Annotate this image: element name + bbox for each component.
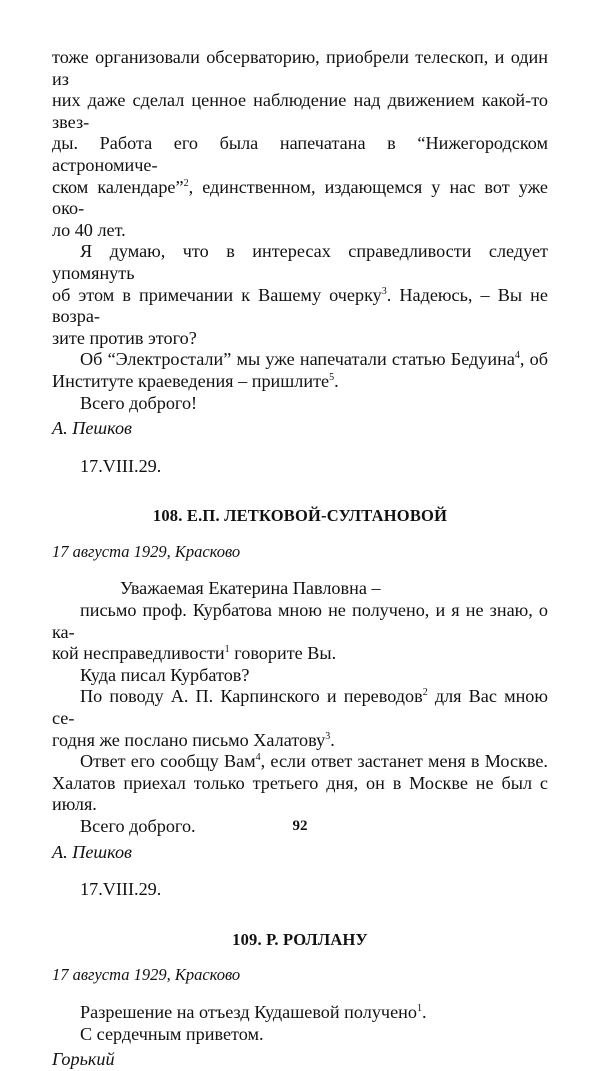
text-line: [52, 751, 548, 773]
letter-date: 17.VIII.29.: [80, 879, 162, 900]
text-span: , единственном, издающемся у нас вот уже око-: [52, 176, 548, 219]
text-line: [52, 686, 548, 729]
letter-place-date: 17 августа 1929, Красково: [52, 541, 241, 561]
previous-letter-continuation: [52, 47, 548, 477]
footnote-ref: 3: [381, 285, 387, 297]
text-line: письмо проф. Курбатова мною не получено, и я не знаю, о ка-: [52, 600, 548, 642]
text-span: .: [330, 729, 335, 750]
footnote-ref: 1: [224, 644, 230, 656]
text-line: [52, 730, 548, 752]
text-span: , если ответ застанет меня в Москве.: [260, 751, 548, 772]
text-span: Ответ его сообщу Вам: [80, 751, 256, 772]
text-line: тоже организовали обсерваторию, приобрели телескоп, и один из: [52, 47, 548, 89]
closing: Всего доброго.: [80, 816, 196, 836]
text-span: Об “Электростали” мы уже напечатали статью Бедуина: [80, 349, 515, 370]
footnote-ref: 4: [514, 350, 520, 362]
paragraph: [52, 241, 548, 349]
text-span: Институте краеведения – пришлите: [52, 370, 330, 391]
footnote-ref: 2: [183, 177, 189, 189]
letter-place-date: 17 августа 1929, Красково: [52, 965, 241, 985]
text-span: .: [334, 370, 339, 391]
text-span: . Надеюсь, – Вы не возра-: [52, 284, 548, 327]
letter-heading: 109. Р. РОЛЛАНУ: [232, 929, 368, 949]
text-line: [52, 349, 548, 371]
text-span: .: [421, 1001, 427, 1022]
text-span: ском календаре”: [52, 176, 184, 197]
letter-heading: 108. Е.П. ЛЕТКОВОЙ-СУЛТАНОВОЙ: [152, 506, 448, 526]
letter-date: 17.VIII.29.: [80, 455, 162, 476]
paragraph: [52, 751, 548, 816]
footnote-ref: 4: [255, 752, 261, 764]
text-span: говорите Вы.: [229, 643, 337, 664]
text-line: Халатов приехал только третьего дня, он в Москве не был с июля.: [52, 772, 548, 815]
text-span: об этом в примечании к Вашему очерку: [52, 284, 382, 305]
book-page: [52, 47, 548, 1071]
closing: Всего доброго!: [80, 392, 198, 413]
text-span: , об: [519, 349, 548, 370]
page-number: 92: [292, 818, 308, 834]
text-span: По поводу А. П. Карпинского и переводов: [80, 686, 423, 707]
paragraph: Куда писал Курбатов?: [80, 664, 250, 685]
text-line: [52, 177, 548, 220]
letter-108: [52, 505, 548, 901]
salutation: Уважаемая Екатерина Павловна –: [120, 578, 381, 599]
text-line: [52, 285, 548, 328]
footnote-ref: 3: [325, 730, 331, 742]
footnote-ref: 5: [329, 371, 335, 383]
text-line: ды. Работа его была напечатана в “Нижегородском астрономиче-: [52, 133, 548, 175]
closing: С сердечным приветом.: [80, 1023, 264, 1044]
paragraph: [52, 600, 548, 665]
footnote-ref: 1: [416, 1002, 422, 1014]
paragraph: [52, 686, 548, 751]
text-span: Разрешение на отъезд Кудашевой получено: [80, 1001, 417, 1022]
text-span: кой несправедливости: [52, 643, 225, 664]
paragraph: [52, 349, 548, 392]
signature: А. Пешков: [52, 418, 132, 439]
text-line: них даже сделал ценное наблюдение над движением какой-то звез-: [52, 90, 548, 132]
text-line: ло 40 лет.: [52, 219, 126, 240]
signature: А. Пешков: [52, 841, 132, 862]
paragraph: [52, 47, 548, 241]
letter-109: [52, 929, 548, 1071]
signature: Горький: [52, 1049, 115, 1070]
text-span: годня же послано письмо Халатову: [52, 729, 326, 750]
text-line: [52, 371, 548, 393]
paragraph: [52, 1002, 548, 1024]
text-line: зите против этого?: [52, 327, 197, 348]
footnote-ref: 2: [422, 687, 428, 699]
text-span: для Вас мною се-: [52, 686, 548, 729]
text-line: [52, 643, 548, 665]
text-line: Я думаю, что в интересах справедливости следует упомянуть: [52, 241, 548, 283]
